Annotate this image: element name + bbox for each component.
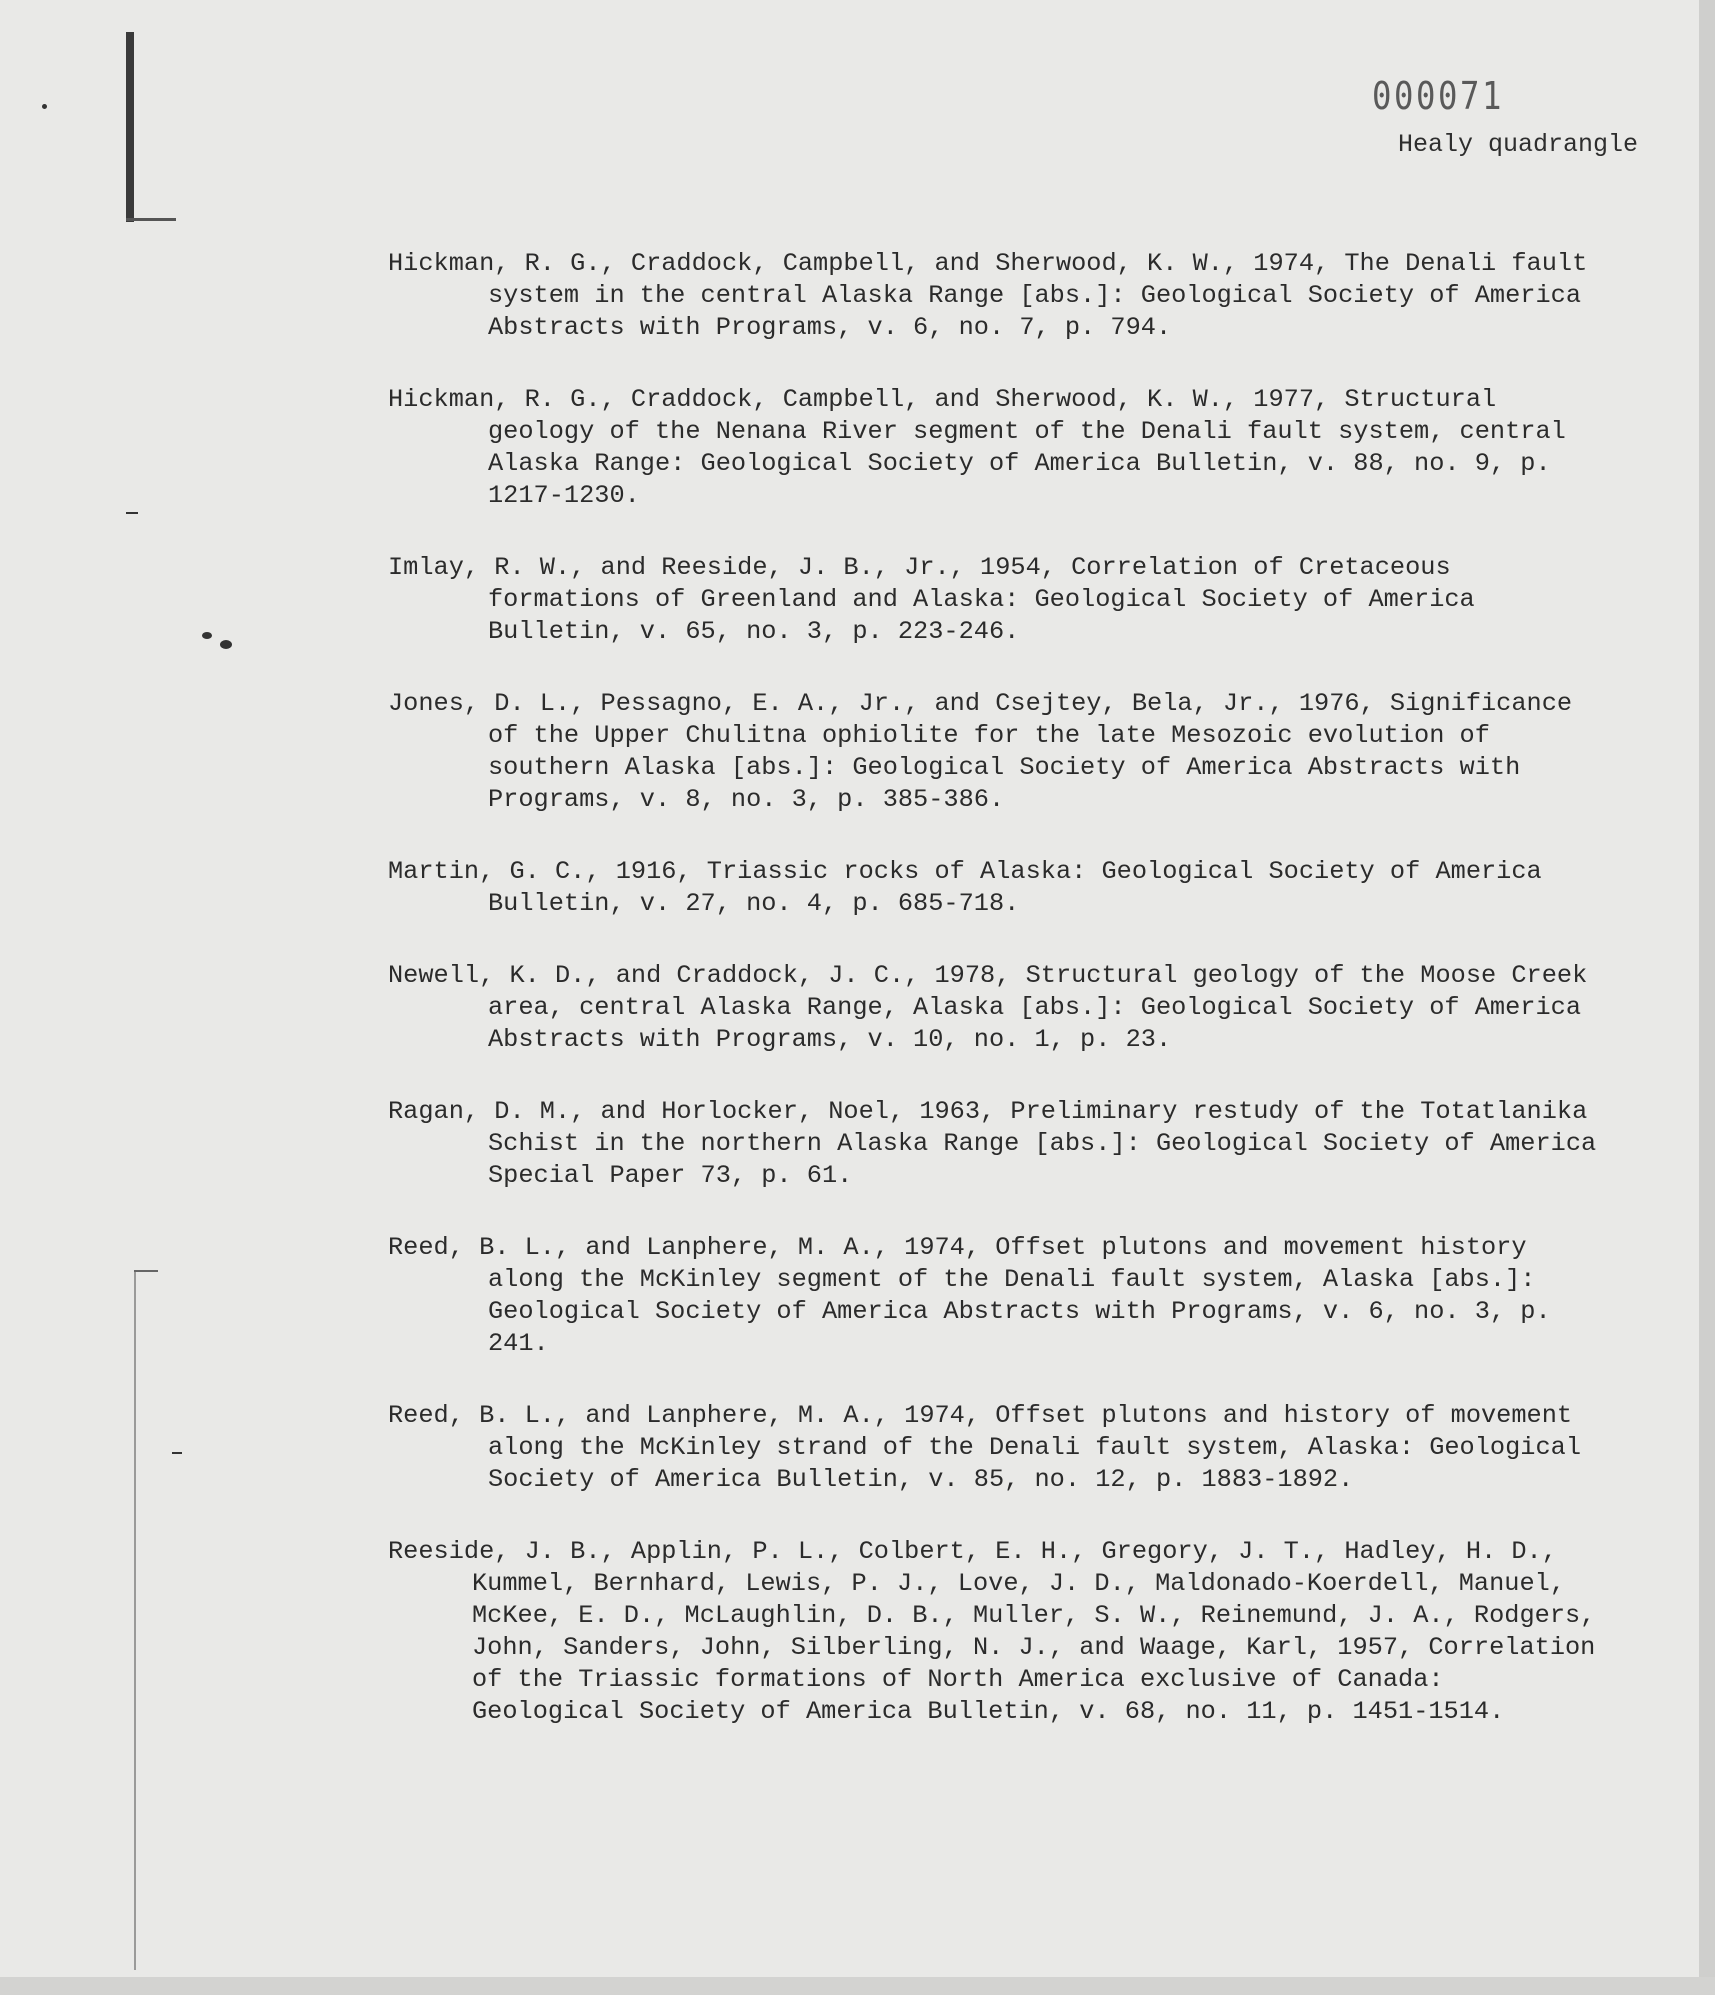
reference-entry: Ragan, D. M., and Horlocker, Noel, 1963, Preliminary restudy of the Totatlanika Schist in the northern Alaska Range [abs.]: Geological Society of America Special Paper 73, p. 61. <box>388 1097 1597 1190</box>
reference-entry: Martin, G. C., 1916, Triassic rocks of Alaska: Geological Society of America Bulletin, v. 27, no. 4, p. 685-718. <box>388 857 1542 918</box>
page-edge <box>1699 0 1715 1995</box>
margin-bar-foot <box>126 218 176 221</box>
reference-entry: Imlay, R. W., and Reeside, J. B., Jr., 1954, Correlation of Cretaceous formations of Greenland and Alaska: Geological Society of America Bulletin, v. 65, no. 3, p. 223-246. <box>388 553 1475 646</box>
reference-entry: Reed, B. L., and Lanphere, M. A., 1974, Offset plutons and history of movement along the McKinley strand of the Denali fault system, Alaska: Geological Society of America Bulletin, v. 85, no. 12, p. 1883-1892. <box>388 1401 1582 1494</box>
reference-entry: Reeside, J. B., Applin, P. L., Colbert, E. H., Gregory, J. T., Hadley, H. D., Kummel, Bernhard, Lewis, P. J., Love, J. D., Maldonado-Koerdell, Manuel, McKee, E. D., McLaughlin, D. B., Muller, S. W., Reinemund, J. A., Rodgers, John, Sanders, John, Silberling, N. J., and Waage, Karl, 1957, Correlation of the Triassic formations of North America exclusive of Canada: Geological Society of America Bulletin, v. 68, no. 11, p. 1451-1514. <box>388 1537 1596 1726</box>
scan-speck <box>126 512 138 514</box>
page-edge <box>0 1977 1715 1995</box>
scan-speck <box>202 632 212 639</box>
reference-entry: Jones, D. L., Pessagno, E. A., Jr., and Csejtey, Bela, Jr., 1976, Significance of the Upper Chulitna ophiolite for the late Mesozoic evolution of southern Alaska [abs.]: Geological Society of America Abstracts with Programs, v. 8, no. 3, p. 385-386. <box>388 689 1573 814</box>
reference-list <box>388 248 1598 1768</box>
reference-entry: Newell, K. D., and Craddock, J. C., 1978, Structural geology of the Moose Creek area, central Alaska Range, Alaska [abs.]: Geological Society of America Abstracts with Programs, v. 10, no. 1, p. 23. <box>388 961 1588 1054</box>
margin-bracket <box>134 1270 158 1272</box>
scan-speck <box>172 1452 182 1454</box>
scan-speck <box>220 640 232 649</box>
reference-entry: Reed, B. L., and Lanphere, M. A., 1974, Offset plutons and movement history along the McKinley segment of the Denali fault system, Alaska [abs.]: Geological Society of America Abstracts with Programs, v. 6, no. 3, p. 241. <box>388 1233 1551 1358</box>
quadrangle-label: Healy quadrangle <box>1398 130 1639 159</box>
document-stamp-number: 000071 <box>1372 74 1504 118</box>
margin-bar <box>126 32 134 222</box>
reference-entry: Hickman, R. G., Craddock, Campbell, and Sherwood, K. W., 1977, Structural geology of the Nenana River segment of the Denali fault system, central Alaska Range: Geological Society of America Bulletin, v. 88, no. 9, p. 1217-1230. <box>388 385 1566 510</box>
scan-speck <box>42 104 47 109</box>
margin-line <box>134 1270 136 1970</box>
reference-entry: Hickman, R. G., Craddock, Campbell, and Sherwood, K. W., 1974, The Denali fault system in the central Alaska Range [abs.]: Geological Society of America Abstracts with Programs, v. 6, no. 7, p. 794. <box>388 249 1588 342</box>
